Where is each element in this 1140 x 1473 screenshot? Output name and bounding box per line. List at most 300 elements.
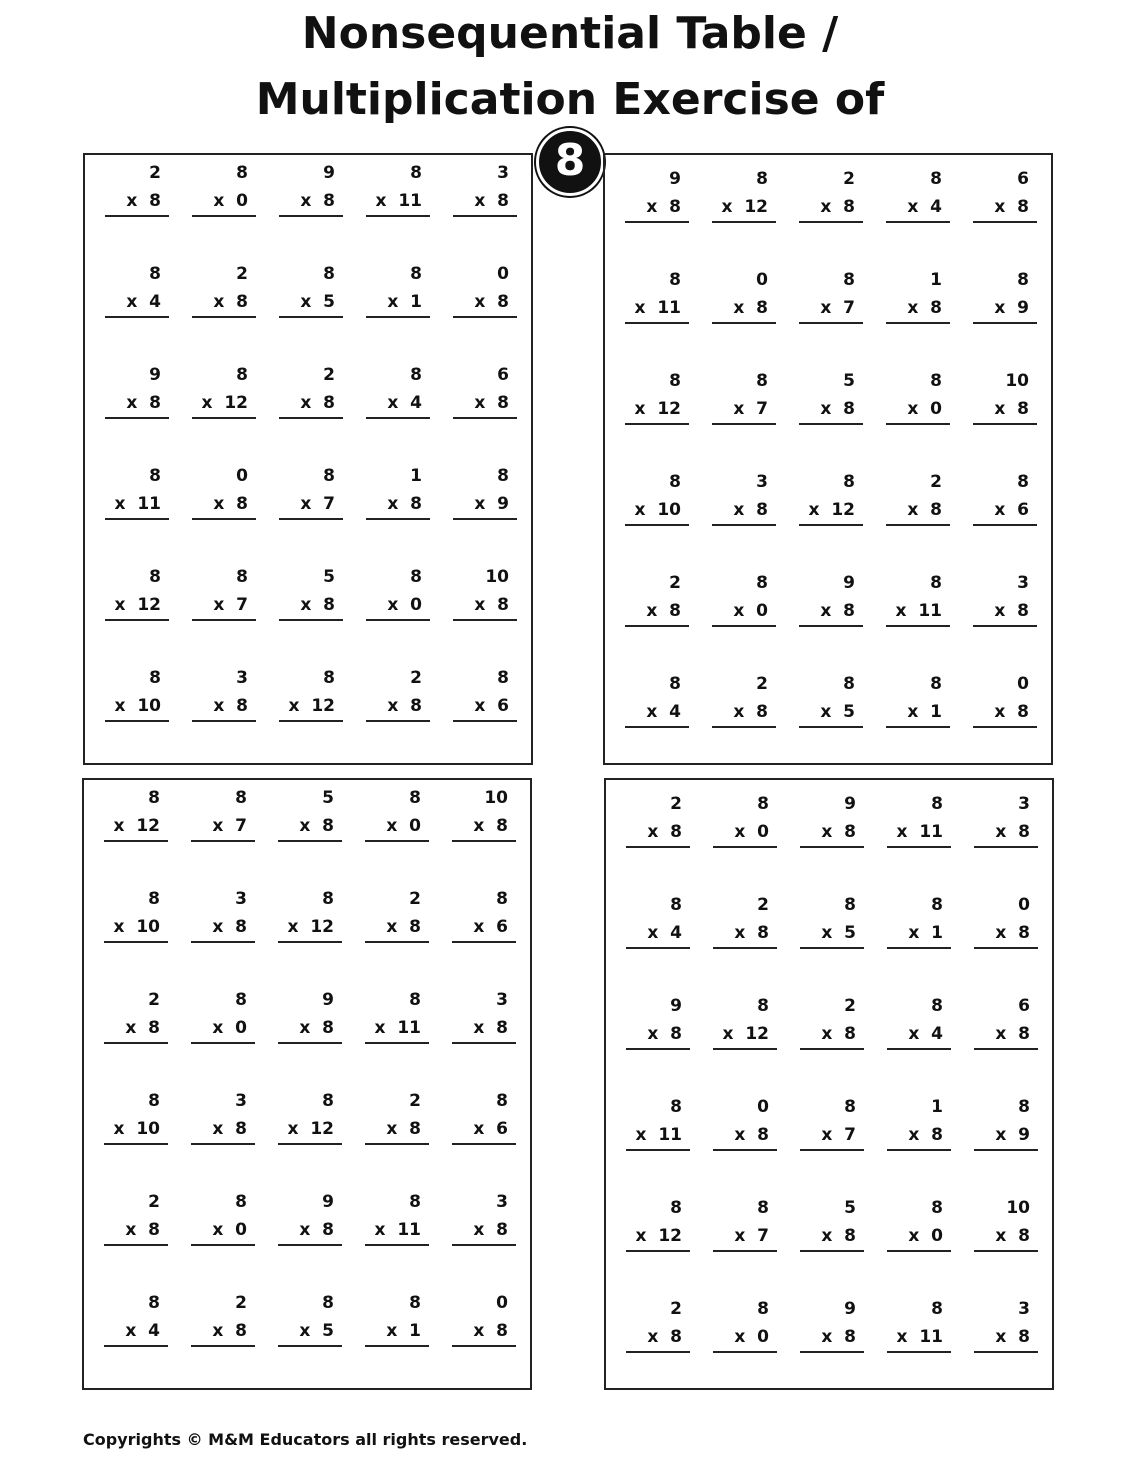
multiplier: x 8 xyxy=(452,1014,516,1044)
multiplication-problem xyxy=(887,1194,951,1295)
multiplicand: 8 xyxy=(149,264,161,284)
multiplier: x 0 xyxy=(713,818,777,848)
multiplication-problem xyxy=(192,563,256,664)
multiplier: x 5 xyxy=(279,288,343,318)
multiplicand: 8 xyxy=(410,264,422,284)
multiplication-problem xyxy=(712,165,776,266)
multiplication-problem xyxy=(974,1194,1038,1295)
multiplicand: 8 xyxy=(148,889,160,909)
multiplication-problem xyxy=(799,266,863,367)
multiplicand: 9 xyxy=(323,163,335,183)
multiplication-problem xyxy=(974,1295,1038,1396)
multiplication-problem xyxy=(712,367,776,468)
multiplier: x 12 xyxy=(626,1222,690,1252)
multiplier: x 5 xyxy=(799,698,863,728)
multiplicand: 0 xyxy=(496,1293,508,1313)
multiplier: x 6 xyxy=(453,692,517,722)
multiplication-problem xyxy=(973,569,1037,670)
multiplier: x 0 xyxy=(366,591,430,621)
multiplier: x 12 xyxy=(192,389,256,419)
multiplicand: 8 xyxy=(1017,472,1029,492)
multiplicand: 2 xyxy=(323,365,335,385)
multiplicand: 9 xyxy=(149,365,161,385)
multiplication-problem xyxy=(712,468,776,569)
multiplier: x 4 xyxy=(887,1020,951,1050)
multiplicand: 3 xyxy=(235,889,247,909)
multiplier: x 5 xyxy=(278,1317,342,1347)
multiplication-problem xyxy=(365,1087,429,1188)
multiplication-problem xyxy=(800,1093,864,1194)
multiplier: x 8 xyxy=(192,288,256,318)
multiplicand: 8 xyxy=(323,466,335,486)
multiplication-problem xyxy=(365,986,429,1087)
multiplication-problem xyxy=(452,1087,516,1188)
multiplication-problem xyxy=(799,165,863,266)
multiplier: x 11 xyxy=(887,818,951,848)
multiplicand: 8 xyxy=(236,567,248,587)
multiplication-problem xyxy=(625,569,689,670)
multiplication-problem xyxy=(104,885,168,986)
multiplicand: 10 xyxy=(1006,1198,1030,1218)
multiplicand: 1 xyxy=(931,1097,943,1117)
multiplier: x 8 xyxy=(453,389,517,419)
multiplication-problem xyxy=(626,1295,690,1396)
multiplicand: 2 xyxy=(410,668,422,688)
multiplication-problem xyxy=(712,670,776,771)
multiplication-problem xyxy=(626,891,690,992)
copyright-footer: Copyrights © M&M Educators all rights reserved. xyxy=(83,1430,528,1449)
multiplier: x 8 xyxy=(365,913,429,943)
multiplicand: 2 xyxy=(756,674,768,694)
multiplier: x 10 xyxy=(625,496,689,526)
multiplier: x 8 xyxy=(973,597,1037,627)
multiplier: x 8 xyxy=(191,1317,255,1347)
multiplicand: 8 xyxy=(757,794,769,814)
multiplier: x 7 xyxy=(279,490,343,520)
multiplier: x 0 xyxy=(192,187,256,217)
multiplier: x 5 xyxy=(800,919,864,949)
multiplicand: 8 xyxy=(410,567,422,587)
multiplicand: 2 xyxy=(757,895,769,915)
multiplicand: 9 xyxy=(669,169,681,189)
multiplicand: 8 xyxy=(844,1097,856,1117)
multiplication-problem xyxy=(453,462,517,563)
multiplication-problem xyxy=(625,367,689,468)
multiplication-problem xyxy=(365,784,429,885)
multiplier: x 8 xyxy=(278,1216,342,1246)
multiplier: x 10 xyxy=(104,1115,168,1145)
multiplication-problem xyxy=(799,468,863,569)
multiplicand: 3 xyxy=(235,1091,247,1111)
multiplier: x 4 xyxy=(105,288,169,318)
multiplier: x 11 xyxy=(886,597,950,627)
multiplicand: 2 xyxy=(235,1293,247,1313)
multiplication-problem xyxy=(712,266,776,367)
multiplicand: 8 xyxy=(756,573,768,593)
multiplier: x 12 xyxy=(105,591,169,621)
multiplication-problem xyxy=(887,1295,951,1396)
multiplier: x 12 xyxy=(104,812,168,842)
multiplicand: 6 xyxy=(497,365,509,385)
multiplier: x 8 xyxy=(713,1121,777,1151)
multiplication-problem xyxy=(278,885,342,986)
multiplier: x 6 xyxy=(452,913,516,943)
multiplicand: 8 xyxy=(149,567,161,587)
multiplication-problem xyxy=(453,159,517,260)
multiplicand: 5 xyxy=(322,788,334,808)
multiplier: x 8 xyxy=(365,1115,429,1145)
multiplication-problem xyxy=(626,790,690,891)
exercise-box-top-left xyxy=(83,153,533,765)
multiplication-problem xyxy=(713,992,777,1093)
multiplier: x 12 xyxy=(712,193,776,223)
multiplier: x 8 xyxy=(452,1317,516,1347)
multiplier: x 8 xyxy=(974,1020,1038,1050)
multiplicand: 8 xyxy=(496,1091,508,1111)
exercise-box-top-right xyxy=(603,153,1053,765)
multiplicand: 8 xyxy=(670,895,682,915)
multiplicand: 1 xyxy=(410,466,422,486)
multiplication-problem xyxy=(625,670,689,771)
multiplier: x 7 xyxy=(192,591,256,621)
multiplier: x 8 xyxy=(105,187,169,217)
multiplication-problem xyxy=(800,992,864,1093)
multiplier: x 8 xyxy=(104,1014,168,1044)
multiplicand: 6 xyxy=(1018,996,1030,1016)
multiplicand: 0 xyxy=(1018,895,1030,915)
multiplicand: 8 xyxy=(931,895,943,915)
multiplier: x 12 xyxy=(278,1115,342,1145)
multiplicand: 8 xyxy=(497,668,509,688)
multiplier: x 7 xyxy=(713,1222,777,1252)
multiplicand: 2 xyxy=(669,573,681,593)
multiplier: x 8 xyxy=(279,389,343,419)
multiplier: x 0 xyxy=(887,1222,951,1252)
multiplier: x 1 xyxy=(886,698,950,728)
multiplication-problem xyxy=(713,790,777,891)
multiplicand: 8 xyxy=(670,1198,682,1218)
multiplier: x 11 xyxy=(366,187,430,217)
multiplication-problem xyxy=(366,462,430,563)
multiplication-problem xyxy=(279,260,343,361)
multiplication-problem xyxy=(887,891,951,992)
multiplier: x 11 xyxy=(365,1216,429,1246)
multiplication-problem xyxy=(973,367,1037,468)
multiplication-problem xyxy=(279,664,343,765)
multiplier: x 0 xyxy=(886,395,950,425)
multiplication-problem xyxy=(887,992,951,1093)
multiplication-problem xyxy=(452,986,516,1087)
multiplication-problem xyxy=(278,1188,342,1289)
multiplier: x 8 xyxy=(974,1323,1038,1353)
multiplication-problem xyxy=(104,1087,168,1188)
multiplicand: 3 xyxy=(236,668,248,688)
multiplicand: 8 xyxy=(409,788,421,808)
multiplication-problem xyxy=(279,361,343,462)
multiplication-problem xyxy=(366,563,430,664)
multiplication-problem xyxy=(278,1289,342,1390)
multiplier: x 9 xyxy=(973,294,1037,324)
multiplicand: 9 xyxy=(843,573,855,593)
multiplicand: 8 xyxy=(756,371,768,391)
multiplicand: 5 xyxy=(844,1198,856,1218)
multiplicand: 8 xyxy=(409,1293,421,1313)
multiplier: x 8 xyxy=(886,294,950,324)
multiplicand: 8 xyxy=(235,788,247,808)
multiplier: x 8 xyxy=(974,1222,1038,1252)
multiplier: x 8 xyxy=(887,1121,951,1151)
multiplier: x 8 xyxy=(626,1323,690,1353)
multiplier: x 8 xyxy=(800,1020,864,1050)
multiplier: x 1 xyxy=(887,919,951,949)
multiplier: x 8 xyxy=(105,389,169,419)
multiplicand: 8 xyxy=(757,1198,769,1218)
multiplicand: 3 xyxy=(1017,573,1029,593)
multiplier: x 9 xyxy=(453,490,517,520)
multiplier: x 8 xyxy=(712,294,776,324)
multiplication-problem xyxy=(365,1289,429,1390)
multiplier: x 8 xyxy=(799,395,863,425)
multiplicand: 9 xyxy=(844,1299,856,1319)
multiplier: x 0 xyxy=(365,812,429,842)
multiplication-problem xyxy=(800,1295,864,1396)
multiplier: x 6 xyxy=(973,496,1037,526)
multiplicand: 9 xyxy=(322,1192,334,1212)
multiplier: x 8 xyxy=(625,193,689,223)
multiplication-problem xyxy=(799,367,863,468)
multiplication-problem xyxy=(973,165,1037,266)
multiplication-problem xyxy=(974,1093,1038,1194)
multiplicand: 3 xyxy=(496,990,508,1010)
multiplier: x 11 xyxy=(105,490,169,520)
multiplicand: 8 xyxy=(409,1192,421,1212)
multiplier: x 8 xyxy=(712,496,776,526)
multiplier: x 0 xyxy=(713,1323,777,1353)
multiplier: x 11 xyxy=(626,1121,690,1151)
multiplication-problem xyxy=(626,1194,690,1295)
multiplication-problem xyxy=(452,1289,516,1390)
multiplier: x 8 xyxy=(279,187,343,217)
multiplication-problem xyxy=(626,992,690,1093)
multiplier: x 7 xyxy=(191,812,255,842)
multiplicand: 6 xyxy=(1017,169,1029,189)
multiplicand: 0 xyxy=(236,466,248,486)
multiplicand: 8 xyxy=(930,371,942,391)
multiplier: x 0 xyxy=(191,1014,255,1044)
multiplication-problem xyxy=(366,159,430,260)
multiplicand: 2 xyxy=(148,1192,160,1212)
multiplier: x 9 xyxy=(974,1121,1038,1151)
multiplication-problem xyxy=(625,468,689,569)
multiplier: x 8 xyxy=(453,288,517,318)
multiplication-problem xyxy=(105,664,169,765)
multiplicand: 3 xyxy=(1018,1299,1030,1319)
multiplication-problem xyxy=(452,784,516,885)
multiplication-problem xyxy=(366,361,430,462)
multiplicand: 8 xyxy=(930,169,942,189)
multiplier: x 11 xyxy=(887,1323,951,1353)
multiplier: x 8 xyxy=(453,187,517,217)
exercise-box-bottom-right xyxy=(604,778,1054,1390)
multiplication-problem xyxy=(191,1188,255,1289)
multiplicand: 8 xyxy=(1017,270,1029,290)
multiplicand: 8 xyxy=(843,472,855,492)
multiplicand: 5 xyxy=(843,371,855,391)
multiplier: x 12 xyxy=(799,496,863,526)
multiplicand: 2 xyxy=(149,163,161,183)
multiplier: x 8 xyxy=(713,919,777,949)
multiplicand: 8 xyxy=(931,794,943,814)
multiplier: x 0 xyxy=(191,1216,255,1246)
multiplication-problem xyxy=(105,361,169,462)
multiplier: x 8 xyxy=(973,193,1037,223)
multiplier: x 8 xyxy=(191,913,255,943)
multiplicand: 8 xyxy=(149,466,161,486)
multiplication-problem xyxy=(192,260,256,361)
title-line-2: Multiplication Exercise of xyxy=(255,74,885,125)
multiplication-problem xyxy=(713,891,777,992)
multiplier: x 4 xyxy=(886,193,950,223)
multiplier: x 10 xyxy=(105,692,169,722)
multiplicand: 8 xyxy=(931,1198,943,1218)
multiplication-problem xyxy=(278,1087,342,1188)
multiplicand: 0 xyxy=(756,270,768,290)
multiplier: x 7 xyxy=(799,294,863,324)
multiplication-problem xyxy=(713,1093,777,1194)
multiplication-problem xyxy=(974,891,1038,992)
multiplicand: 8 xyxy=(1018,1097,1030,1117)
multiplicand: 8 xyxy=(323,668,335,688)
multiplication-problem xyxy=(366,664,430,765)
multiplicand: 2 xyxy=(409,889,421,909)
multiplicand: 2 xyxy=(844,996,856,1016)
multiplier: x 8 xyxy=(974,919,1038,949)
multiplicand: 1 xyxy=(930,270,942,290)
multiplicand: 8 xyxy=(148,788,160,808)
multiplicand: 10 xyxy=(485,567,509,587)
multiplication-problem xyxy=(105,462,169,563)
multiplication-problem xyxy=(191,1087,255,1188)
multiplicand: 8 xyxy=(931,1299,943,1319)
multiplication-problem xyxy=(104,1289,168,1390)
multiplicand: 2 xyxy=(236,264,248,284)
multiplier: x 12 xyxy=(279,692,343,722)
multiplicand: 10 xyxy=(1005,371,1029,391)
multiplicand: 2 xyxy=(843,169,855,189)
multiplier: x 8 xyxy=(800,818,864,848)
multiplier: x 10 xyxy=(104,913,168,943)
multiplicand: 8 xyxy=(670,1097,682,1117)
multiplier: x 1 xyxy=(366,288,430,318)
multiplication-problem xyxy=(973,670,1037,771)
multiplication-problem xyxy=(800,891,864,992)
multiplication-problem xyxy=(278,986,342,1087)
multiplier: x 8 xyxy=(192,692,256,722)
multiplicand: 8 xyxy=(410,365,422,385)
multiplier: x 8 xyxy=(279,591,343,621)
multiplication-problem xyxy=(453,361,517,462)
multiplication-problem xyxy=(453,664,517,765)
multiplicand: 2 xyxy=(148,990,160,1010)
multiplicand: 8 xyxy=(756,169,768,189)
multiplication-problem xyxy=(105,159,169,260)
multiplicand: 8 xyxy=(235,990,247,1010)
multiplier: x 8 xyxy=(278,812,342,842)
multiplicand: 2 xyxy=(670,1299,682,1319)
multiplier: x 12 xyxy=(713,1020,777,1050)
multiplicand: 8 xyxy=(844,895,856,915)
multiplicand: 8 xyxy=(409,990,421,1010)
multiplier: x 8 xyxy=(799,597,863,627)
multiplier: x 8 xyxy=(974,818,1038,848)
multiplicand: 8 xyxy=(669,472,681,492)
multiplication-problem xyxy=(104,986,168,1087)
multiplier: x 8 xyxy=(452,812,516,842)
multiplicand: 5 xyxy=(323,567,335,587)
multiplication-problem xyxy=(625,165,689,266)
multiplicand: 8 xyxy=(669,674,681,694)
multiplication-problem xyxy=(191,1289,255,1390)
multiplication-problem xyxy=(192,664,256,765)
multiplication-problem xyxy=(279,159,343,260)
multiplication-problem xyxy=(973,468,1037,569)
multiplier: x 8 xyxy=(625,597,689,627)
multiplication-problem xyxy=(800,1194,864,1295)
multiplication-problem xyxy=(886,165,950,266)
multiplicand: 8 xyxy=(496,889,508,909)
multiplier: x 4 xyxy=(104,1317,168,1347)
multiplication-problem xyxy=(887,790,951,891)
multiplicand: 3 xyxy=(497,163,509,183)
multiplication-problem xyxy=(192,361,256,462)
multiplicand: 8 xyxy=(930,674,942,694)
multiplication-problem xyxy=(887,1093,951,1194)
multiplier: x 8 xyxy=(366,692,430,722)
table-number-badge: 8 xyxy=(536,128,604,196)
multiplication-problem xyxy=(974,790,1038,891)
multiplicand: 9 xyxy=(322,990,334,1010)
multiplication-problem xyxy=(105,563,169,664)
multiplier: x 1 xyxy=(365,1317,429,1347)
multiplier: x 8 xyxy=(192,490,256,520)
title-line-1: Nonsequential Table / xyxy=(301,8,839,59)
multiplicand: 8 xyxy=(149,668,161,688)
multiplication-problem xyxy=(452,1188,516,1289)
multiplier: x 8 xyxy=(453,591,517,621)
multiplicand: 8 xyxy=(235,1192,247,1212)
multiplier: x 8 xyxy=(191,1115,255,1145)
multiplicand: 2 xyxy=(930,472,942,492)
multiplier: x 8 xyxy=(886,496,950,526)
multiplier: x 4 xyxy=(625,698,689,728)
multiplication-problem xyxy=(192,159,256,260)
multiplication-problem xyxy=(973,266,1037,367)
multiplier: x 7 xyxy=(712,395,776,425)
exercise-box-bottom-left xyxy=(82,778,532,1390)
multiplier: x 8 xyxy=(800,1323,864,1353)
multiplicand: 8 xyxy=(236,163,248,183)
multiplicand: 2 xyxy=(409,1091,421,1111)
multiplication-problem xyxy=(626,1093,690,1194)
multiplication-problem xyxy=(886,266,950,367)
multiplication-problem xyxy=(366,260,430,361)
multiplicand: 8 xyxy=(669,371,681,391)
multiplicand: 8 xyxy=(410,163,422,183)
multiplicand: 8 xyxy=(322,1091,334,1111)
multiplier: x 12 xyxy=(625,395,689,425)
multiplicand: 8 xyxy=(931,996,943,1016)
multiplication-problem xyxy=(799,670,863,771)
